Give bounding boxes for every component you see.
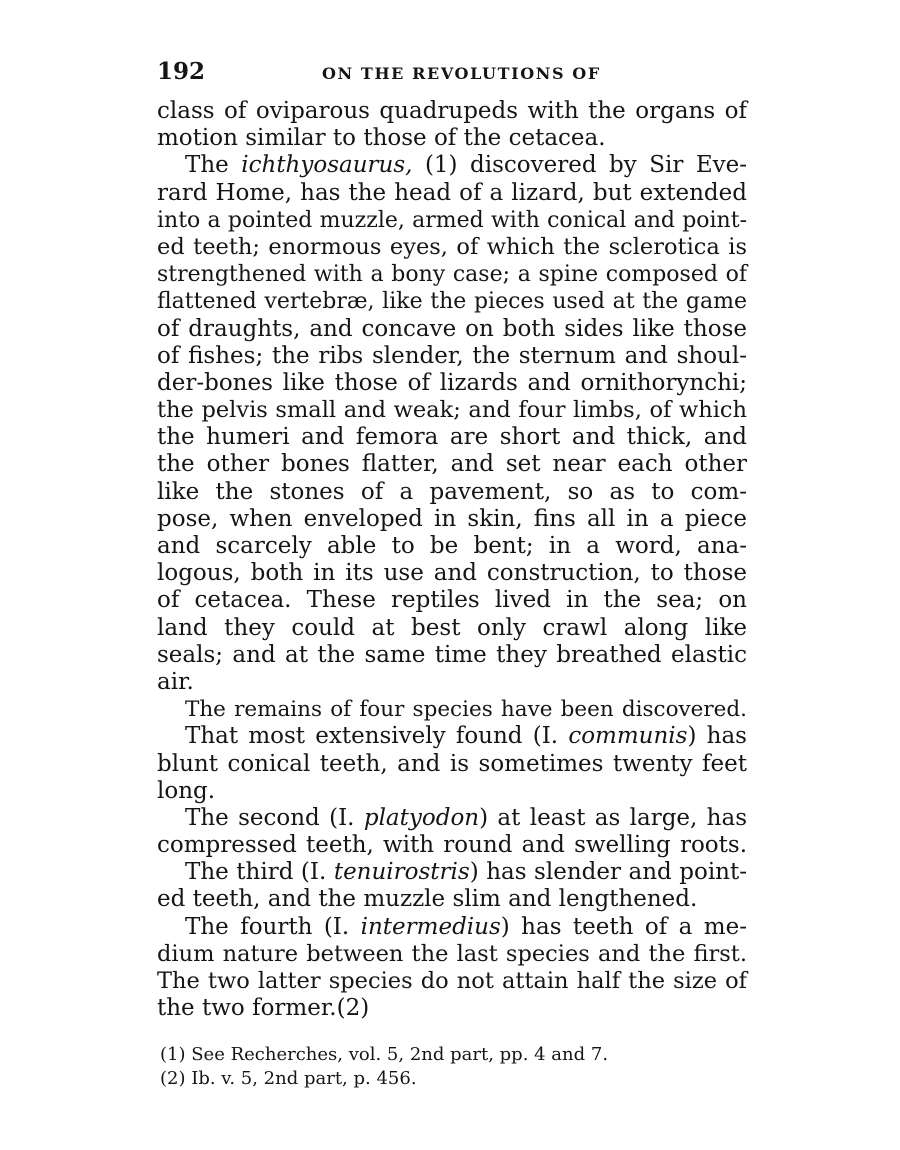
footnote: (2) Ib. v. 5, 2nd part, p. 456. [160, 1068, 417, 1089]
text-line: the two former.(2) [157, 995, 370, 1022]
text-line: compressed teeth, with round and swelling roots. [157, 832, 747, 859]
text-line: flattened vertebræ, like the pieces used at the game [157, 289, 747, 315]
text-line: The remains of four species have been discovered. [185, 697, 747, 723]
italic-term: communis [568, 723, 688, 750]
text-line: That most extensively found (I. communis) has [185, 723, 747, 750]
text-line: class of oviparous quadrupeds with the organs of [157, 98, 747, 124]
text-line: land they could at best only crawl along like [157, 614, 747, 641]
text-line: logous, both in its use and construction, to those [157, 560, 747, 587]
text-line: strengthened with a bony case; a spine composed of [157, 262, 747, 288]
italic-term: platyodon [363, 804, 480, 831]
text-line: The fourth (I. intermedius) has teeth of a me- [185, 913, 747, 940]
text-line: The third (I. tenuirostris) has slender and point- [185, 859, 748, 886]
text-line: rard Home, has the head of a lizard, but extended [157, 179, 747, 206]
text-line: of fishes; the ribs slender, the sternum and shoul- [157, 342, 747, 369]
text-line: of draughts, and concave on both sides like those [157, 315, 747, 342]
page-number: 192 [157, 58, 206, 85]
text-line: air. [157, 668, 194, 695]
italic-term: tenuirostris [333, 859, 470, 886]
running-title: ON THE REVOLUTIONS OF [322, 64, 601, 83]
footnotes [160, 1043, 720, 1091]
text-line: and scarcely able to be bent; in a word, ana- [157, 533, 747, 559]
text-line: ed teeth, and the muzzle slim and lengthened. [157, 886, 698, 913]
text-line: ed teeth; enormous eyes, of which the sclerotica is [157, 233, 747, 260]
text-line: dium nature between the last species and the first. [157, 940, 747, 967]
text-line: like the stones of a pavement, so as to com- [157, 478, 747, 505]
text-line: pose, when enveloped in skin, fins all in a piece [157, 505, 747, 532]
body-text [157, 98, 747, 1022]
text-line: The two latter species do not attain half the size of [157, 968, 747, 994]
text-line: seals; and at the same time they breathed elastic [157, 641, 747, 668]
text-line: blunt conical teeth, and is sometimes twenty feet [157, 750, 747, 777]
running-head [157, 50, 747, 90]
text-line: the pelvis small and weak; and four limbs, of which [157, 397, 747, 424]
text-line: long. [157, 777, 216, 804]
text-line: into a pointed muzzle, armed with conical and point- [157, 207, 747, 233]
text-line: the other bones flatter, and set near each other [157, 451, 747, 478]
text-line: The ichthyosaurus, (1) discovered by Sir Eve- [185, 152, 748, 179]
text-line: der-bones like those of lizards and ornithorynchi; [157, 369, 747, 396]
text-line: motion similar to those of the cetacea. [157, 125, 606, 152]
text-line: the humeri and femora are short and thick, and [157, 424, 747, 451]
italic-term: intermedius [360, 913, 501, 940]
text-line: The second (I. platyodon) at least as large, has [185, 804, 748, 831]
footnote: (1) See Recherches, vol. 5, 2nd part, pp. 4 and 7. [160, 1044, 609, 1065]
italic-term: ichthyosaurus, [241, 152, 413, 179]
text-line: of cetacea. These reptiles lived in the sea; on [157, 587, 747, 614]
